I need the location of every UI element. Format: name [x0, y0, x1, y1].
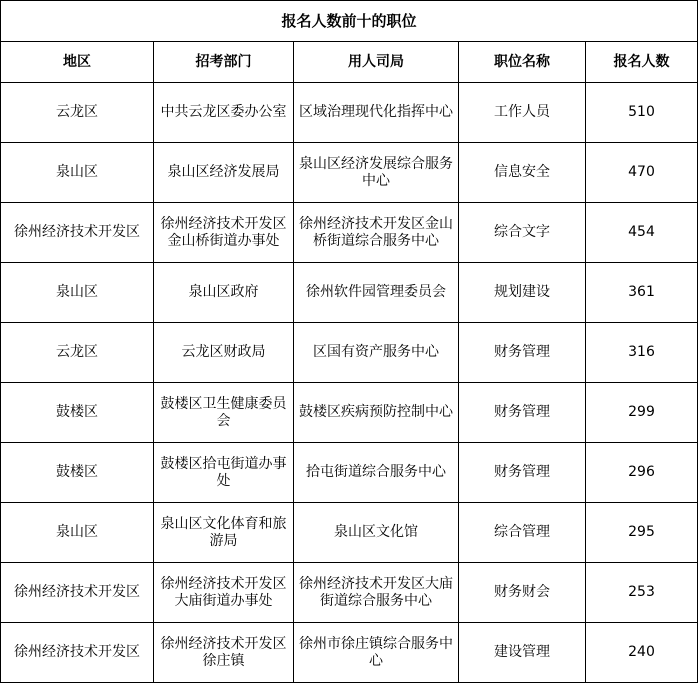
position-cell: 信息安全	[459, 143, 586, 203]
department-cell: 徐州经济技术开发区大庙街道办事处	[154, 563, 294, 623]
applicants-cell: 240	[586, 623, 698, 683]
department-cell: 泉山区文化体育和旅游局	[154, 503, 294, 563]
table-row	[1, 203, 698, 263]
department-cell: 泉山区经济发展局	[154, 143, 294, 203]
table-row	[1, 503, 698, 563]
column-header-department: 招考部门	[154, 42, 294, 83]
bureau-cell: 徐州市徐庄镇综合服务中心	[294, 623, 459, 683]
bureau-cell: 徐州软件园管理委员会	[294, 263, 459, 323]
position-cell: 财务管理	[459, 443, 586, 503]
bureau-cell: 拾屯街道综合服务中心	[294, 443, 459, 503]
column-header-position: 职位名称	[459, 42, 586, 83]
region-cell: 泉山区	[1, 503, 154, 563]
bureau-cell: 区国有资产服务中心	[294, 323, 459, 383]
region-cell: 泉山区	[1, 263, 154, 323]
table-row	[1, 323, 698, 383]
department-cell: 云龙区财政局	[154, 323, 294, 383]
column-header-region: 地区	[1, 42, 154, 83]
department-cell: 泉山区政府	[154, 263, 294, 323]
table-row	[1, 83, 698, 143]
region-cell: 云龙区	[1, 323, 154, 383]
applicants-cell: 295	[586, 503, 698, 563]
applicants-cell: 316	[586, 323, 698, 383]
table-row	[1, 563, 698, 623]
region-cell: 徐州经济技术开发区	[1, 623, 154, 683]
position-cell: 综合文字	[459, 203, 586, 263]
applicants-cell: 510	[586, 83, 698, 143]
department-cell: 中共云龙区委办公室	[154, 83, 294, 143]
department-cell: 徐州经济技术开发区金山桥街道办事处	[154, 203, 294, 263]
region-cell: 鼓楼区	[1, 443, 154, 503]
position-cell: 综合管理	[459, 503, 586, 563]
table-row	[1, 443, 698, 503]
position-cell: 规划建设	[459, 263, 586, 323]
table-row	[1, 383, 698, 443]
table-title: 报名人数前十的职位	[1, 1, 698, 42]
column-header-bureau: 用人司局	[294, 42, 459, 83]
position-cell: 财务管理	[459, 323, 586, 383]
bureau-cell: 泉山区文化馆	[294, 503, 459, 563]
bureau-cell: 区域治理现代化指挥中心	[294, 83, 459, 143]
applicants-cell: 253	[586, 563, 698, 623]
table-row	[1, 143, 698, 203]
table-header-row	[1, 42, 698, 83]
applicants-cell: 454	[586, 203, 698, 263]
department-cell: 鼓楼区卫生健康委员会	[154, 383, 294, 443]
applicants-cell: 361	[586, 263, 698, 323]
column-header-applicants: 报名人数	[586, 42, 698, 83]
table-row	[1, 623, 698, 683]
table-row	[1, 263, 698, 323]
department-cell: 徐州经济技术开发区徐庄镇	[154, 623, 294, 683]
position-cell: 财务管理	[459, 383, 586, 443]
bureau-cell: 徐州经济技术开发区金山桥街道综合服务中心	[294, 203, 459, 263]
region-cell: 徐州经济技术开发区	[1, 563, 154, 623]
bureau-cell: 徐州经济技术开发区大庙街道综合服务中心	[294, 563, 459, 623]
bureau-cell: 鼓楼区疾病预防控制中心	[294, 383, 459, 443]
region-cell: 徐州经济技术开发区	[1, 203, 154, 263]
applicants-cell: 299	[586, 383, 698, 443]
position-cell: 工作人员	[459, 83, 586, 143]
region-cell: 鼓楼区	[1, 383, 154, 443]
applicants-cell: 470	[586, 143, 698, 203]
applicants-cell: 296	[586, 443, 698, 503]
table-title-row	[1, 1, 698, 42]
position-cell: 财务财会	[459, 563, 586, 623]
position-cell: 建设管理	[459, 623, 586, 683]
region-cell: 云龙区	[1, 83, 154, 143]
region-cell: 泉山区	[1, 143, 154, 203]
bureau-cell: 泉山区经济发展综合服务中心	[294, 143, 459, 203]
department-cell: 鼓楼区拾屯街道办事处	[154, 443, 294, 503]
